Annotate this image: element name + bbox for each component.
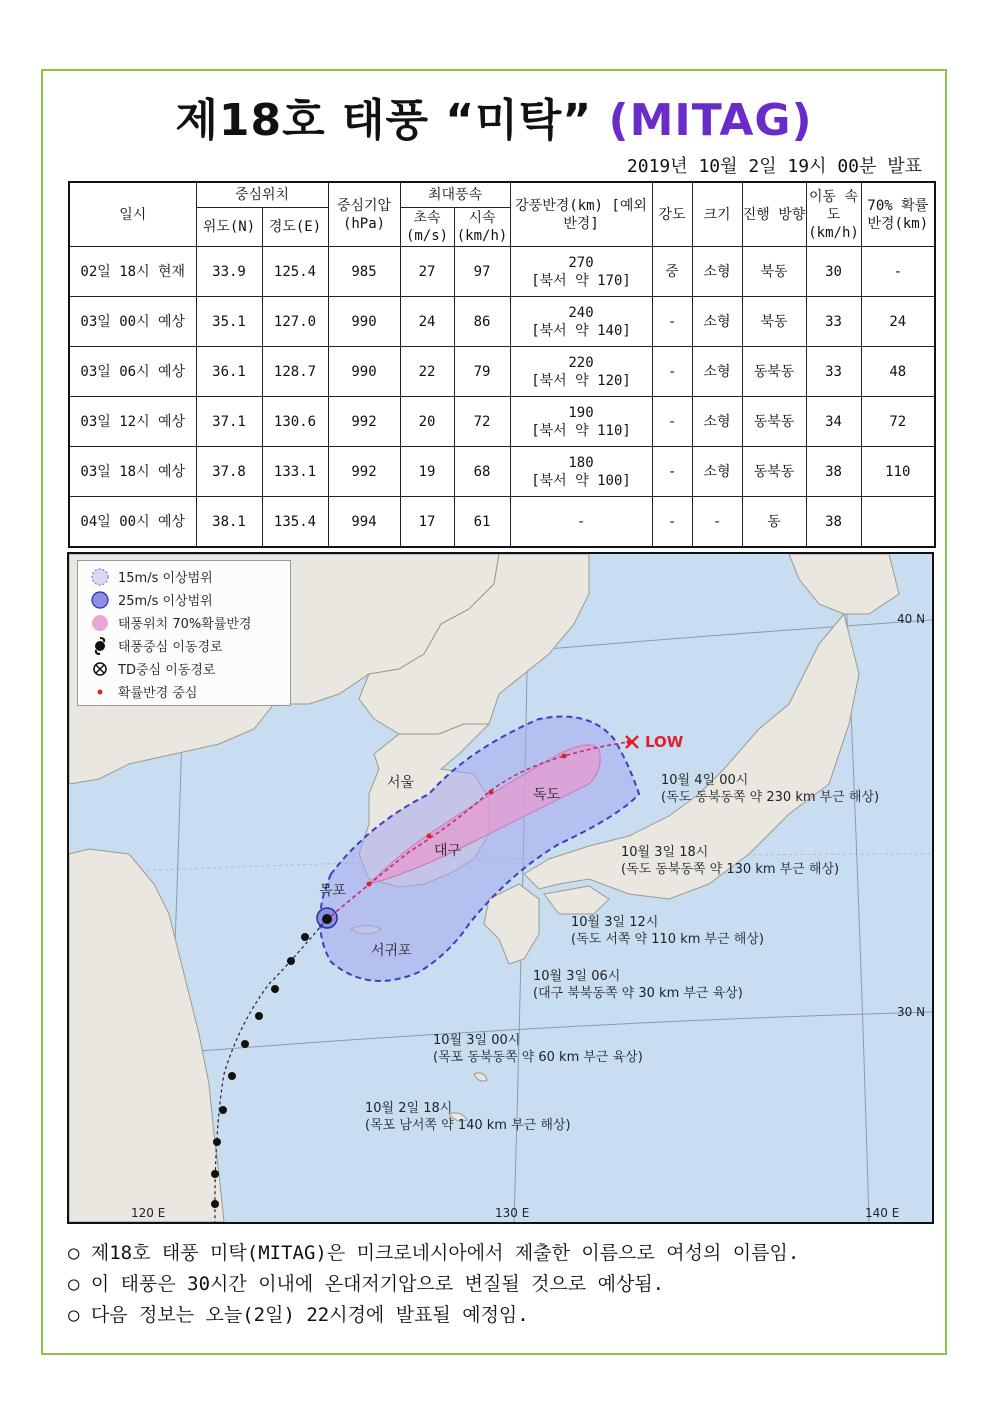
annotation-time: 10월 3일 06시 bbox=[533, 969, 621, 984]
title-main: 제18호 태풍 “미탁” bbox=[175, 95, 593, 146]
header-pressure: 중심기압 (hPa) bbox=[328, 182, 400, 247]
cell-prob: - bbox=[861, 247, 935, 297]
annotation-time: 10월 2일 18시 bbox=[365, 1101, 453, 1116]
cell-ms: 22 bbox=[400, 347, 454, 397]
title-english-name: (MITAG) bbox=[608, 95, 813, 146]
table-row bbox=[69, 247, 935, 297]
note-line: ○ 제18호 태풍 미탁(MITAG)은 미크로네시아에서 제출한 이름으로 여성의 이름임. bbox=[68, 1242, 800, 1264]
past-track-point bbox=[213, 1138, 221, 1146]
cell-kmh: 61 bbox=[454, 497, 510, 548]
header-lon: 경도(E) bbox=[262, 208, 328, 247]
cell-size: 소형 bbox=[692, 347, 742, 397]
track-annotation bbox=[533, 968, 743, 1002]
track-annotation bbox=[571, 914, 764, 948]
issued-time: 2019년 10월 2일 19시 00분 발표 bbox=[626, 156, 922, 177]
table-row bbox=[69, 497, 935, 548]
place-daegu: 대구 bbox=[434, 843, 462, 859]
track-annotation bbox=[433, 1032, 643, 1066]
cell-size: 소형 bbox=[692, 247, 742, 297]
cell-lat: 37.8 bbox=[196, 447, 262, 497]
legend-label: 25m/s 이상범위 bbox=[118, 594, 213, 609]
header-kmh: 시속 (km/h) bbox=[454, 208, 510, 247]
cell-radius bbox=[510, 247, 652, 297]
legend-label: 태풍중심 이동경로 bbox=[118, 640, 223, 655]
cell-lon: 127.0 bbox=[262, 297, 328, 347]
table-row bbox=[69, 297, 935, 347]
cell-radius bbox=[510, 297, 652, 347]
cell-lat: 38.1 bbox=[196, 497, 262, 548]
cell-pressure: 994 bbox=[328, 497, 400, 548]
header-radius: 강풍반경(km) [예외반경] bbox=[510, 182, 652, 247]
cell-intensity: 중 bbox=[652, 247, 692, 297]
note-line: ○ 이 태풍은 30시간 이내에 온대저기압으로 변질될 것으로 예상됨. bbox=[68, 1273, 665, 1295]
cell-time: 03일 12시 예상 bbox=[69, 397, 196, 447]
track-annotation bbox=[365, 1100, 571, 1134]
cell-prob: 72 bbox=[861, 397, 935, 447]
legend-item bbox=[78, 657, 290, 680]
annotation-desc: (독도 서쪽 약 110 km 부근 해상) bbox=[571, 932, 764, 947]
note-line: ○ 다음 정보는 오늘(2일) 22시경에 발표될 예정임. bbox=[68, 1304, 529, 1326]
cell-radius-sub: [북서 약 140] bbox=[531, 322, 631, 339]
cell-lon: 133.1 bbox=[262, 447, 328, 497]
header-speed: 이동 속도 (km/h) bbox=[806, 182, 861, 247]
cell-kmh: 86 bbox=[454, 297, 510, 347]
cell-time: 03일 00시 예상 bbox=[69, 297, 196, 347]
annotation-time: 10월 3일 00시 bbox=[433, 1033, 521, 1048]
place-seoul: 서울 bbox=[387, 775, 415, 791]
annotation-time: 10월 3일 12시 bbox=[571, 915, 659, 930]
typhoon-track-map bbox=[67, 552, 934, 1224]
lon-label-120e: 120 E bbox=[131, 1206, 166, 1220]
cell-ms: 27 bbox=[400, 247, 454, 297]
cell-speed: 38 bbox=[806, 497, 861, 548]
page-title bbox=[41, 84, 947, 148]
cell-speed: 33 bbox=[806, 297, 861, 347]
cell-radius-sub: [북서 약 100] bbox=[531, 472, 631, 489]
prob-center-dot bbox=[367, 882, 372, 887]
cell-intensity: - bbox=[652, 447, 692, 497]
cell-radius-main: 220 bbox=[568, 354, 594, 371]
cell-radius-main: - bbox=[576, 513, 586, 530]
prob-center-dot bbox=[489, 790, 494, 795]
cell-radius-sub: [북서 약 170] bbox=[531, 272, 631, 289]
cell-ms: 24 bbox=[400, 297, 454, 347]
annotation-desc: (대구 북북동쪽 약 30 km 부근 육상) bbox=[533, 986, 743, 1001]
cell-lat: 35.1 bbox=[196, 297, 262, 347]
cell-prob: 110 bbox=[861, 447, 935, 497]
annotation-desc: (독도 동북동쪽 약 230 km 부근 해상) bbox=[661, 790, 880, 805]
prob-center-dot bbox=[427, 834, 432, 839]
pink-circle-icon bbox=[90, 613, 110, 633]
past-track-point bbox=[219, 1106, 227, 1114]
annotation-desc: (목포 남서쪽 약 140 km 부근 해상) bbox=[365, 1118, 571, 1133]
x-circle-icon bbox=[90, 659, 110, 679]
typhoon-symbol-icon bbox=[90, 636, 110, 656]
cell-kmh: 97 bbox=[454, 247, 510, 297]
cell-radius bbox=[510, 347, 652, 397]
cell-size: 소형 bbox=[692, 297, 742, 347]
lon-label-140e: 140 E bbox=[865, 1206, 900, 1220]
prob-center-dot bbox=[562, 754, 567, 759]
legend-item bbox=[78, 680, 290, 703]
cell-direction: 북동 bbox=[742, 247, 806, 297]
lat-label-30n: 30 N bbox=[897, 1005, 926, 1019]
cell-kmh: 72 bbox=[454, 397, 510, 447]
track-annotation bbox=[661, 772, 879, 806]
cell-ms: 17 bbox=[400, 497, 454, 548]
cell-radius bbox=[510, 397, 652, 447]
header-position: 중심위치 bbox=[196, 182, 328, 208]
header-size: 크기 bbox=[692, 182, 742, 247]
cell-speed: 38 bbox=[806, 447, 861, 497]
place-dokdo: 독도 bbox=[533, 787, 561, 803]
cell-lat: 37.1 bbox=[196, 397, 262, 447]
table-row bbox=[69, 397, 935, 447]
place-seogwipo: 서귀포 bbox=[371, 943, 412, 959]
cell-direction: 동북동 bbox=[742, 447, 806, 497]
cell-ms: 20 bbox=[400, 397, 454, 447]
cell-lon: 125.4 bbox=[262, 247, 328, 297]
cell-speed: 33 bbox=[806, 347, 861, 397]
legend-label: TD중심 이동경로 bbox=[118, 663, 216, 678]
cell-size: 소형 bbox=[692, 397, 742, 447]
cell-prob: 48 bbox=[861, 347, 935, 397]
annotation-desc: (목포 동북동쪽 약 60 km 부근 육상) bbox=[433, 1050, 643, 1065]
annotation-time: 10월 3일 18시 bbox=[621, 845, 709, 860]
past-track-point bbox=[271, 985, 279, 993]
cell-speed: 34 bbox=[806, 397, 861, 447]
cell-pressure: 992 bbox=[328, 397, 400, 447]
table-row bbox=[69, 447, 935, 497]
notes bbox=[68, 1238, 799, 1331]
past-track-point bbox=[322, 914, 332, 924]
label-low: LOW bbox=[645, 733, 684, 751]
header-lat: 위도(N) bbox=[196, 208, 262, 247]
past-track-point bbox=[228, 1072, 236, 1080]
cell-radius-sub: [북서 약 110] bbox=[531, 422, 631, 439]
past-track-point bbox=[255, 1012, 263, 1020]
cell-intensity: - bbox=[652, 297, 692, 347]
place-mokpo: 목포 bbox=[319, 883, 347, 899]
header-maxwind: 최대풍속 bbox=[400, 182, 510, 208]
legend-item bbox=[78, 634, 290, 657]
cell-direction: 북동 bbox=[742, 297, 806, 347]
past-track-point bbox=[211, 1200, 219, 1208]
header-prob: 70% 확률 반경(km) bbox=[861, 182, 935, 247]
cell-radius-main: 270 bbox=[568, 254, 594, 271]
cell-radius bbox=[510, 497, 652, 548]
cell-pressure: 985 bbox=[328, 247, 400, 297]
cell-pressure: 992 bbox=[328, 447, 400, 497]
cell-time: 03일 06시 예상 bbox=[69, 347, 196, 397]
header-intensity: 강도 bbox=[652, 182, 692, 247]
annotation-time: 10월 4일 00시 bbox=[661, 773, 749, 788]
lon-label-130e: 130 E bbox=[495, 1206, 530, 1220]
table-row bbox=[69, 347, 935, 397]
cell-ms: 19 bbox=[400, 447, 454, 497]
track-annotation bbox=[621, 844, 839, 878]
cell-radius bbox=[510, 447, 652, 497]
cell-lon: 135.4 bbox=[262, 497, 328, 548]
past-track-point bbox=[287, 957, 295, 965]
legend-item bbox=[78, 565, 290, 588]
cell-kmh: 68 bbox=[454, 447, 510, 497]
cell-radius-main: 240 bbox=[568, 304, 594, 321]
cell-intensity: - bbox=[652, 497, 692, 548]
legend-label: 태풍위치 70%확률반경 bbox=[118, 617, 252, 632]
cell-size: - bbox=[692, 497, 742, 548]
cell-lon: 128.7 bbox=[262, 347, 328, 397]
cell-pressure: 990 bbox=[328, 297, 400, 347]
header-ms: 초속 (m/s) bbox=[400, 208, 454, 247]
past-track-point bbox=[211, 1170, 219, 1178]
filled-circle-icon bbox=[90, 590, 110, 610]
cell-time: 03일 18시 예상 bbox=[69, 447, 196, 497]
header-direction: 진행 방향 bbox=[742, 182, 806, 247]
cell-size: 소형 bbox=[692, 447, 742, 497]
cell-radius-main: 180 bbox=[568, 454, 594, 471]
cell-radius-sub: [북서 약 120] bbox=[531, 372, 631, 389]
cell-time: 02일 18시 현재 bbox=[69, 247, 196, 297]
header-time: 일시 bbox=[69, 182, 196, 247]
cell-radius-main: 190 bbox=[568, 404, 594, 421]
cell-kmh: 79 bbox=[454, 347, 510, 397]
forecast-table bbox=[68, 181, 936, 548]
legend-item bbox=[78, 588, 290, 611]
cell-lat: 36.1 bbox=[196, 347, 262, 397]
red-dot-icon bbox=[90, 682, 110, 702]
cell-direction: 동북동 bbox=[742, 347, 806, 397]
past-track-point bbox=[301, 933, 309, 941]
past-track-point bbox=[241, 1040, 249, 1048]
cell-pressure: 990 bbox=[328, 347, 400, 397]
legend-label: 확률반경 중심 bbox=[118, 686, 198, 701]
cell-direction: 동북동 bbox=[742, 397, 806, 447]
annotation-desc: (독도 동북동쪽 약 130 km 부근 해상) bbox=[621, 862, 840, 877]
cell-prob bbox=[861, 497, 935, 548]
cell-intensity: - bbox=[652, 397, 692, 447]
legend-label: 15m/s 이상범위 bbox=[118, 571, 213, 586]
cell-lat: 33.9 bbox=[196, 247, 262, 297]
map-legend bbox=[77, 560, 291, 706]
cell-prob: 24 bbox=[861, 297, 935, 347]
cell-time: 04일 00시 예상 bbox=[69, 497, 196, 548]
cell-lon: 130.6 bbox=[262, 397, 328, 447]
dotted-circle-icon bbox=[90, 567, 110, 587]
cell-speed: 30 bbox=[806, 247, 861, 297]
cell-direction: 동 bbox=[742, 497, 806, 548]
lat-label-40n: 40 N bbox=[897, 612, 926, 626]
legend-item bbox=[78, 611, 290, 634]
cell-intensity: - bbox=[652, 347, 692, 397]
